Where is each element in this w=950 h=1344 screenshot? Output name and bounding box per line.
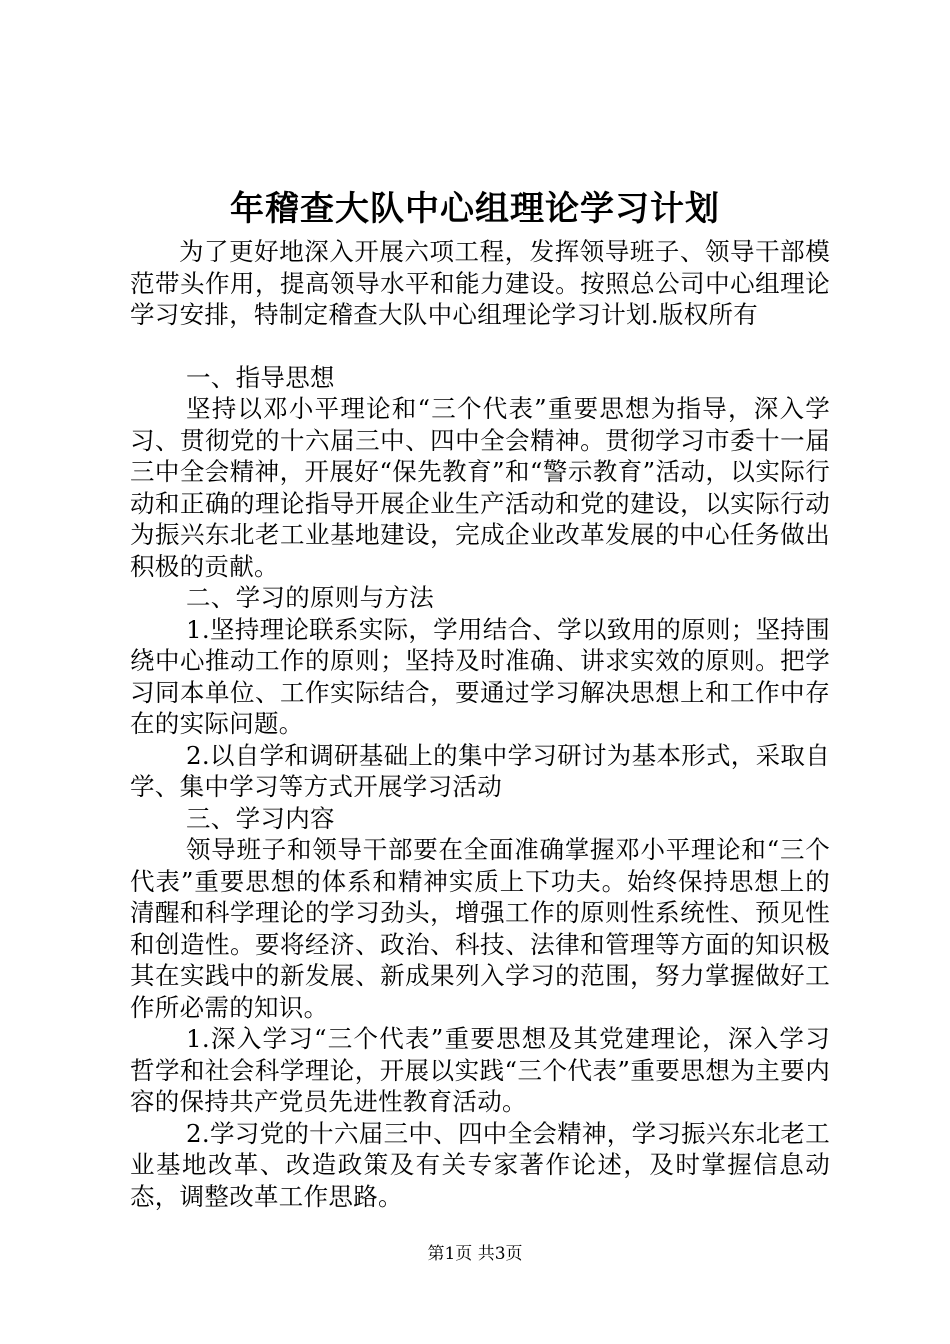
page-footer: 第1页 共3页	[427, 1244, 523, 1264]
guiding-thought-paragraph: 坚持以邓小平理论和“三个代表”重要思想为指导，深入学习、贯彻党的十六届三中、四中全会精神。贯彻学习市委十一届三中全会精神，开展好“保先教育”和“警示教育”活动，以实际行动和正确的理论指导开展企业生产活动和党的建设，以实际行动为振兴东北老工业基地建设，完成企业改革发展的中心任务做出积极的贡献。	[130, 394, 830, 581]
document-body	[130, 236, 830, 1212]
content-item-1: 1.深入学习“三个代表”重要思想及其党建理论，深入学习哲学和社会科学理论，开展以实践“三个代表”重要思想为主要内容的保持共产党员先进性教育活动。	[130, 1024, 830, 1116]
document-title: 年稽查大队中心组理论学习计划	[230, 189, 720, 229]
section-heading-principles: 二、学习的原则与方法	[186, 583, 434, 612]
principle-item-2: 2.以自学和调研基础上的集中学习研讨为基本形式，采取自学、集中学习等方式开展学习活动	[130, 740, 830, 801]
content-item-2: 2.学习党的十六届三中、四中全会精神，学习振兴东北老工业基地改革、改造政策及有关专家著作论述，及时掌握信息动态，调整改革工作思路。	[130, 1118, 830, 1211]
section-heading-content: 三、学习内容	[186, 803, 335, 833]
intro-paragraph: 为了更好地深入开展六项工程，发挥领导班子、领导干部模范带头作用，提高领导水平和能力建设。按照总公司中心组理论学习安排，特制定稽查大队中心组理论学习计划.版权所有	[130, 237, 830, 329]
principle-item-1: 1.坚持理论联系实际，学用结合、学以致用的原则；坚持围绕中心推动工作的原则；坚持及时准确、讲求实效的原则。把学习同本单位、工作实际结合，要通过学习解决思想上和工作中存在的实际问题。	[130, 614, 830, 738]
section-heading-guiding-thought: 一、指导思想	[186, 362, 335, 392]
content-paragraph: 领导班子和领导干部要在全面准确掌握邓小平理论和“三个代表”重要思想的体系和精神实质上下功夫。始终保持思想上的清醒和科学理论的学习劲头，增强工作的原则性系统性、预见性和创造性。要将经济、政治、科技、法律和管理等方面的知识极其在实践中的新发展、新成果列入学习的范围，努力掌握做好工作所必需的知识。	[130, 835, 830, 1022]
